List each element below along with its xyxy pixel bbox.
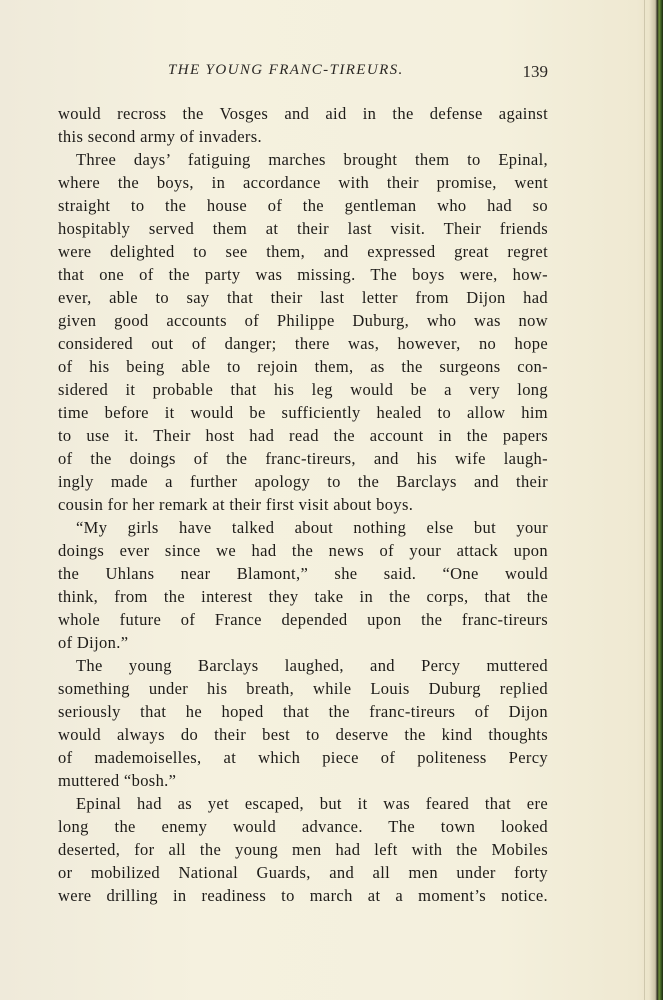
text-line: Epinal had as yet escaped, but it was feared that ere bbox=[76, 794, 548, 813]
text-line: time before it would be sufficiently healed to allow him bbox=[58, 403, 548, 422]
text-line: to use it. Their host had read the account in the papers bbox=[58, 426, 548, 445]
text-line: or mobilized National Guards, and all men under forty bbox=[58, 863, 548, 882]
text-line: were drilling in readiness to march at a moment’s notice. bbox=[58, 886, 548, 905]
body-text bbox=[58, 102, 548, 907]
text-line: doings ever since we had the news of your attack upon bbox=[58, 541, 548, 560]
text-line: of the doings of the franc-tireurs, and his wife laugh- bbox=[58, 449, 548, 468]
text-line: The young Barclays laughed, and Percy muttered bbox=[76, 656, 548, 675]
running-title: THE YOUNG FRANC-TIREURS. bbox=[168, 62, 404, 78]
text-line: whole future of France depended upon the franc-tireurs bbox=[58, 610, 548, 629]
text-line: sidered it probable that his leg would be a very long bbox=[58, 380, 548, 399]
text-line: hospitably served them at their last visit. Their friends bbox=[58, 219, 548, 238]
text-line: of his being able to rejoin them, as the surgeons con- bbox=[58, 357, 548, 376]
text-line: of mademoiselles, at which piece of politeness Percy bbox=[58, 748, 548, 767]
text-line: given good accounts of Philippe Duburg, who was now bbox=[58, 311, 548, 330]
page-edge-binding bbox=[649, 0, 663, 1000]
text-line: long the enemy would advance. The town looked bbox=[58, 817, 548, 836]
text-line: Three days’ fatiguing marches brought them to Epinal, bbox=[76, 150, 548, 169]
text-line: would recross the Vosges and aid in the defense against bbox=[58, 104, 548, 123]
text-line: considered out of danger; there was, however, no hope bbox=[58, 334, 548, 353]
text-line: think, from the interest they take in the corps, that the bbox=[58, 587, 548, 606]
text-line: seriously that he hoped that the franc-tireurs of Dijon bbox=[58, 702, 548, 721]
text-line: that one of the party was missing. The boys were, how- bbox=[58, 265, 548, 284]
text-line: “My girls have talked about nothing else but your bbox=[76, 518, 548, 537]
text-line: straight to the house of the gentleman who had so bbox=[58, 196, 548, 215]
text-line: were delighted to see them, and expressed great regret bbox=[58, 242, 548, 261]
text-line: cousin for her remark at their first visit about boys. bbox=[58, 495, 414, 514]
page-fold-line bbox=[644, 0, 645, 1000]
text-line: something under his breath, while Louis Duburg replied bbox=[58, 679, 548, 698]
text-line: would always do their best to deserve the kind thoughts bbox=[58, 725, 548, 744]
text-line: of Dijon.” bbox=[58, 633, 129, 652]
text-line: where the boys, in accordance with their promise, went bbox=[58, 173, 548, 192]
text-line: this second army of invaders. bbox=[58, 127, 262, 146]
text-line: ingly made a further apology to the Barclays and their bbox=[58, 472, 548, 491]
text-line: muttered “bosh.” bbox=[58, 771, 177, 790]
text-line: the Uhlans near Blamont,” she said. “One would bbox=[58, 564, 548, 583]
page-number: 139 bbox=[522, 62, 548, 81]
running-header bbox=[58, 62, 548, 86]
text-line: deserted, for all the young men had left with the Mobiles bbox=[58, 840, 548, 859]
text-line: ever, able to say that their last letter from Dijon had bbox=[58, 288, 548, 307]
